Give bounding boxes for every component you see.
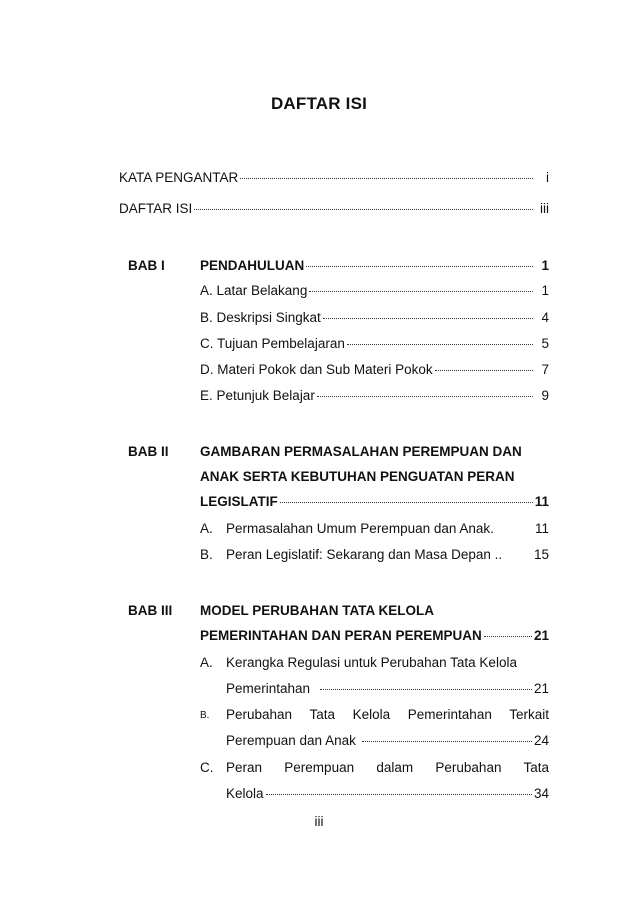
toc-entry-bab-3-b-line-1[interactable]: Perubahan Tata Kelola Pemerintahan Terkait bbox=[226, 707, 549, 722]
entry-page: 21 bbox=[533, 681, 549, 696]
toc-entry-bab-3-b[interactable] bbox=[226, 733, 549, 753]
leader-dots bbox=[266, 794, 532, 795]
entry-page: i bbox=[546, 170, 549, 185]
entry-text: D. Materi Pokok dan Sub Materi Pokok bbox=[200, 362, 433, 377]
entry-page: 34 bbox=[533, 786, 549, 801]
entry-page: 7 bbox=[541, 362, 549, 377]
entry-page: 1 bbox=[541, 258, 549, 273]
entry-page: 4 bbox=[541, 310, 549, 325]
toc-entry-daftar-isi[interactable] bbox=[119, 201, 549, 221]
entry-text: B. Deskripsi Singkat bbox=[200, 310, 321, 325]
toc-entry-bab-2-b[interactable] bbox=[226, 547, 549, 567]
bab-3-heading-line-1: MODEL PERUBAHAN TATA KELOLA bbox=[200, 603, 434, 618]
leader-dots bbox=[280, 502, 533, 503]
entry-page: 5 bbox=[541, 336, 549, 351]
leader-dots bbox=[320, 689, 532, 690]
entry-page: 11 bbox=[534, 521, 549, 536]
toc-entry-bab-1-heading[interactable] bbox=[200, 258, 549, 278]
toc-entry-bab-1-b[interactable] bbox=[200, 310, 549, 330]
toc-entry-bab-2-heading[interactable] bbox=[200, 494, 549, 514]
page-number-footer: iii bbox=[314, 814, 324, 829]
entry-page: 21 bbox=[533, 628, 549, 643]
entry-page: 1 bbox=[541, 283, 549, 298]
leader-dots bbox=[484, 636, 532, 637]
toc-entry-bab-1-c[interactable] bbox=[200, 336, 549, 356]
toc-entry-bab-3-c-line-1[interactable]: Peran Perempuan dalam Perubahan Tata bbox=[226, 760, 549, 775]
toc-entry-kata-pengantar[interactable] bbox=[119, 170, 549, 190]
entry-text: LEGISLATIF bbox=[200, 494, 278, 509]
leader-dots bbox=[347, 344, 533, 345]
leader-dots bbox=[240, 178, 533, 179]
item-marker: C. bbox=[200, 760, 214, 775]
entry-page: 15 bbox=[533, 547, 549, 562]
entry-page: 9 bbox=[541, 388, 549, 403]
entry-text: A. Latar Belakang bbox=[200, 283, 308, 298]
page-title: DAFTAR ISI bbox=[270, 94, 368, 113]
leader-dots bbox=[362, 741, 532, 742]
bab-2-heading-line-1: GAMBARAN PERMASALAHAN PEREMPUAN DAN bbox=[200, 444, 522, 459]
leader-dots bbox=[323, 318, 533, 319]
toc-entry-bab-3-c[interactable] bbox=[226, 786, 549, 806]
leader-dots bbox=[194, 209, 533, 210]
entry-text: E. Petunjuk Belajar bbox=[200, 388, 315, 403]
toc-entry-bab-1-e[interactable] bbox=[200, 388, 549, 408]
toc-entry-bab-3-a-line-1[interactable] bbox=[226, 655, 549, 670]
bab-2-heading-line-2: ANAK SERTA KEBUTUHAN PENGUATAN PERAN bbox=[200, 469, 515, 484]
entry-text: Kerangka Regulasi untuk Perubahan Tata Kelola bbox=[226, 655, 517, 670]
entry-page: iii bbox=[540, 201, 549, 216]
item-marker: B. bbox=[200, 710, 210, 721]
toc-entry-bab-3-a[interactable] bbox=[226, 681, 549, 701]
entry-text: Peran Legislatif: Sekarang dan Masa Depan .. bbox=[226, 547, 503, 562]
bab-1-label: BAB I bbox=[128, 258, 165, 273]
entry-text: Kelola bbox=[226, 786, 264, 801]
toc-entry-bab-1-a[interactable] bbox=[200, 283, 549, 303]
entry-text: Perempuan dan Anak bbox=[226, 733, 356, 748]
item-marker: A. bbox=[200, 521, 213, 536]
leader-dots bbox=[317, 396, 533, 397]
entry-text: KATA PENGANTAR bbox=[119, 170, 239, 185]
entry-text: PENDAHULUAN bbox=[200, 258, 305, 273]
leader-dots bbox=[309, 291, 533, 292]
leader-dots bbox=[306, 266, 533, 267]
item-marker: B. bbox=[200, 547, 213, 562]
toc-entry-bab-1-d[interactable] bbox=[200, 362, 549, 382]
leader-dots bbox=[435, 370, 533, 371]
entry-page: 11 bbox=[534, 494, 549, 509]
entry-page: 24 bbox=[533, 733, 549, 748]
entry-text: PEMERINTAHAN DAN PERAN PEREMPUAN bbox=[200, 628, 482, 643]
item-marker: A. bbox=[200, 655, 213, 670]
toc-entry-bab-2-a[interactable] bbox=[226, 521, 549, 541]
entry-text: Permasalahan Umum Perempuan dan Anak. bbox=[226, 521, 494, 536]
bab-2-label: BAB II bbox=[128, 444, 169, 459]
entry-text: Pemerintahan bbox=[226, 681, 311, 696]
entry-text: C. Tujuan Pembelajaran bbox=[200, 336, 345, 351]
entry-text: DAFTAR ISI bbox=[119, 201, 193, 216]
bab-3-label: BAB III bbox=[128, 603, 173, 618]
toc-entry-bab-3-heading[interactable] bbox=[200, 628, 549, 648]
